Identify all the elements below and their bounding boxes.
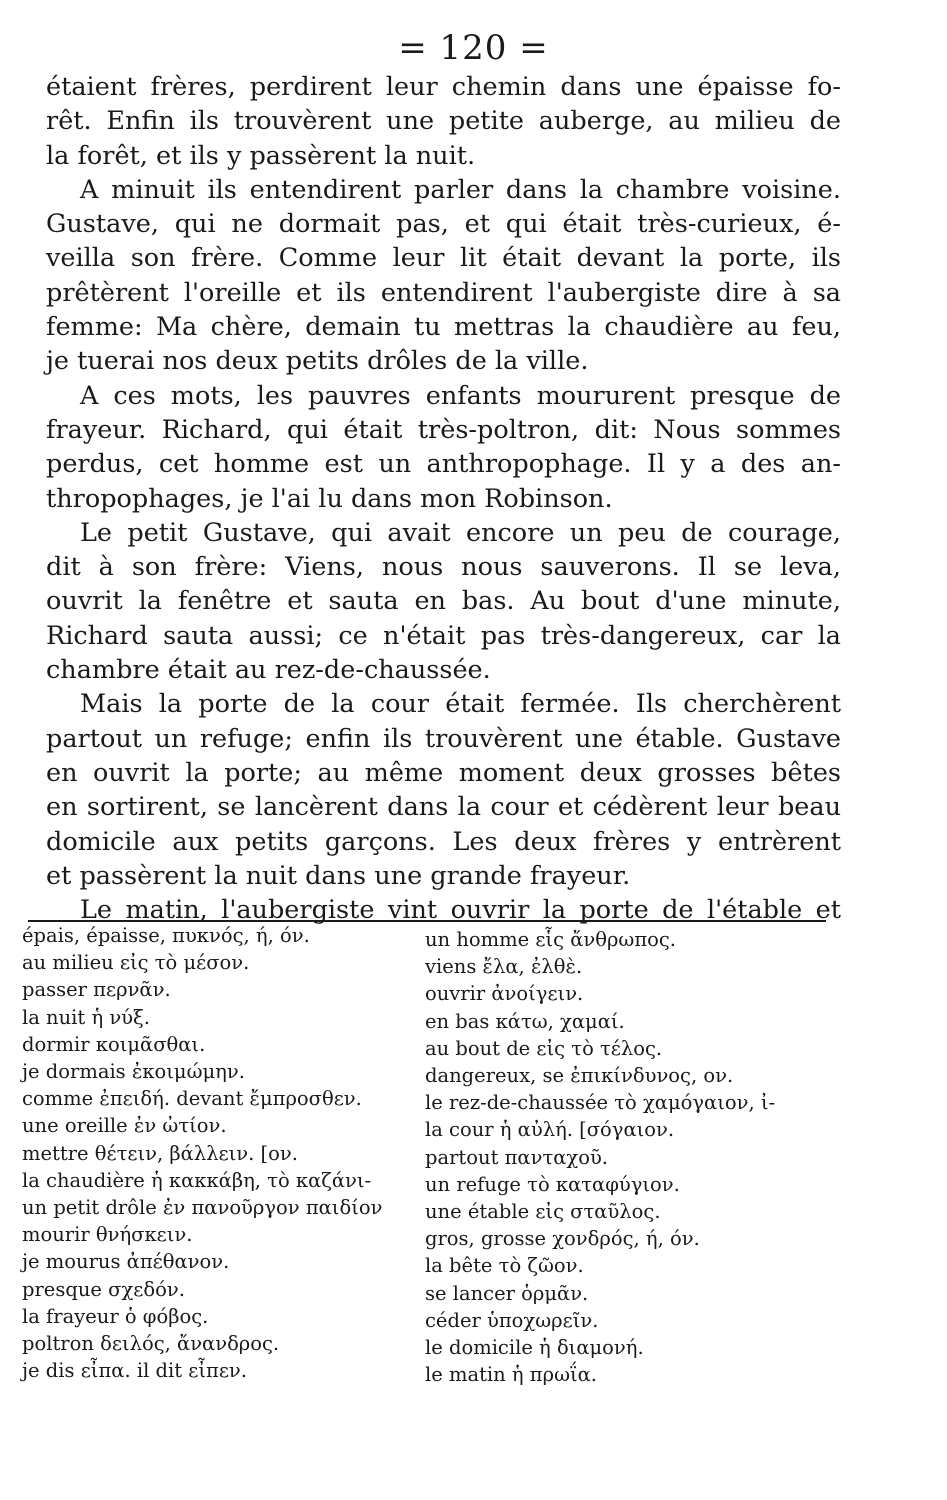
text-line: domicile aux petits garçons. Les deux frères y entrèrent — [46, 826, 841, 857]
vocab-entry: en bas κάτω, χαμαί. — [425, 1009, 625, 1033]
vocab-entry: je dis εἶπα. il dit εἶπεν. — [22, 1359, 247, 1383]
vocab-entry: je mourus ἀπέθανον. — [22, 1250, 230, 1274]
text-line: je tuerai nos deux petits drôles de la ville. — [46, 346, 589, 377]
text-line: dit à son frère: Viens, nous nous sauverons. Il se leva, — [46, 552, 841, 583]
text-line: en ouvrit la porte; au même moment deux grosses bêtes — [46, 757, 841, 788]
vocab-entry: la frayeur ὁ φόβος. — [22, 1304, 209, 1328]
vocab-entry: ouvrir ἀνοίγειν. — [425, 982, 584, 1006]
vocab-entry: le rez-de-chaussée τὸ χαμόγαιον, ἰ- — [425, 1091, 776, 1115]
vocab-entry: comme ἐπειδή. devant ἔμπροσθεν. — [22, 1087, 362, 1111]
vocab-entry: la cour ἡ αὐλή. [σόγαιον. — [425, 1118, 675, 1142]
vocab-entry: dormir κοιμᾶσθαι. — [22, 1032, 206, 1056]
vocabulary-column-left — [22, 922, 427, 1384]
vocab-entry: le matin ἡ πρωΐα. — [425, 1363, 597, 1387]
vocab-entry: passer περνᾶν. — [22, 978, 171, 1002]
vocab-entry: la chaudière ἡ καккάβη, τὸ καζάνι- — [22, 1168, 372, 1192]
page-number: = 120 = — [398, 28, 549, 68]
text-line: la forêt, et ils y passèrent la nuit. — [46, 140, 476, 171]
text-line: Le matin, l'aubergiste vint ouvrir la porte de l'étable et — [80, 895, 841, 926]
text-line: veilla son frère. Comme leur lit était devant la porte, ils — [46, 243, 841, 274]
vocab-entry: la bête τὸ ζῶον. — [425, 1254, 584, 1278]
text-line: chambre était au rez-de-chaussée. — [46, 655, 491, 686]
vocab-entry: gros, grosse χονδρός, ή, όν. — [425, 1227, 700, 1251]
vocab-entry: une oreille ἐν ὠτίον. — [22, 1114, 227, 1138]
text-line: prêtèrent l'oreille et ils entendirent l'aubergiste dire à sa — [46, 277, 841, 308]
vocab-entry: un homme εἷς ἄνθρωπος. — [425, 928, 677, 951]
text-line: rêt. Enfin ils trouvèrent une petite auberge, au milieu de — [46, 106, 841, 137]
vocab-entry: dangereux, se ἐπικίνδυνος, ον. — [425, 1064, 734, 1088]
vocab-entry: céder ὑποχωρεῖν. — [425, 1308, 599, 1332]
text-line: Le petit Gustave, qui avait encore un peu de courage, — [80, 517, 841, 548]
vocab-entry: un petit drôle ἐν πανοῦργον παιδίον — [22, 1196, 383, 1220]
vocab-entry: presque σχεδόν. — [22, 1277, 185, 1301]
text-line: partout un refuge; enfin ils trouvèrent une étable. Gustave — [46, 723, 841, 754]
vocab-entry: partout πανταχοῦ. — [425, 1145, 609, 1169]
vocab-entry: le domicile ἡ διαμονή. — [425, 1336, 644, 1360]
vocab-entry: épais, épaisse, πυκνός, ή, όν. — [22, 924, 310, 947]
vocab-entry: un refuge τὸ καταφύγιον. — [425, 1172, 680, 1196]
vocab-entry: viens ἔλα, ἐλθὲ. — [425, 955, 583, 979]
vocab-entry: mourir θνήσκειν. — [22, 1223, 193, 1247]
vocab-entry: au milieu εἰς τὸ μέσον. — [22, 951, 250, 975]
vocab-entry: poltron δειλός, ἄνανδρος. — [22, 1332, 280, 1356]
text-line: femme: Ma chère, demain tu mettras la chaudière au feu, — [46, 312, 841, 343]
text-line: thropophages, je l'ai lu dans mon Robinson. — [46, 483, 613, 514]
text-line: Gustave, qui ne dormait pas, et qui était très-curieux, é- — [46, 209, 841, 240]
text-line: perdus, cet homme est un anthropophage. Il y a des an- — [46, 449, 841, 480]
main-text — [46, 70, 841, 927]
text-line: Richard sauta aussi; ce n'était pas très-dangereux, car la — [46, 620, 841, 651]
text-line: et passèrent la nuit dans une grande frayeur. — [46, 860, 631, 891]
vocab-entry: la nuit ἡ νύξ. — [22, 1005, 150, 1029]
text-line: en sortirent, se lancèrent dans la cour et cédèrent leur beau — [46, 792, 841, 823]
vocab-entry: mettre θέτειν, βάλλειν. [ον. — [22, 1141, 298, 1165]
text-line: ouvrit la fenêtre et sauta en bas. Au bout d'une minute, — [46, 586, 841, 617]
vocab-entry: se lancer ὁρμᾶν. — [425, 1281, 589, 1305]
text-line: frayeur. Richard, qui était très-poltron, dit: Nous sommes — [46, 414, 841, 445]
vocab-entry: je dormais ἐκοιμώμην. — [22, 1060, 245, 1084]
text-line: Mais la porte de la cour était fermée. Ils cherchèrent — [80, 689, 841, 720]
text-line: A ces mots, les pauvres enfants moururent presque de — [80, 380, 841, 411]
text-line: étaient frères, perdirent leur chemin dans une épaisse fo- — [46, 72, 841, 102]
vocab-entry: au bout de εἰς τὸ τέλος. — [425, 1036, 663, 1060]
vocabulary-column-right — [425, 926, 830, 1388]
vocab-entry: une étable εἰς σταῦλος. — [425, 1200, 661, 1224]
text-line: A minuit ils entendirent parler dans la chambre voisine. — [80, 174, 841, 205]
